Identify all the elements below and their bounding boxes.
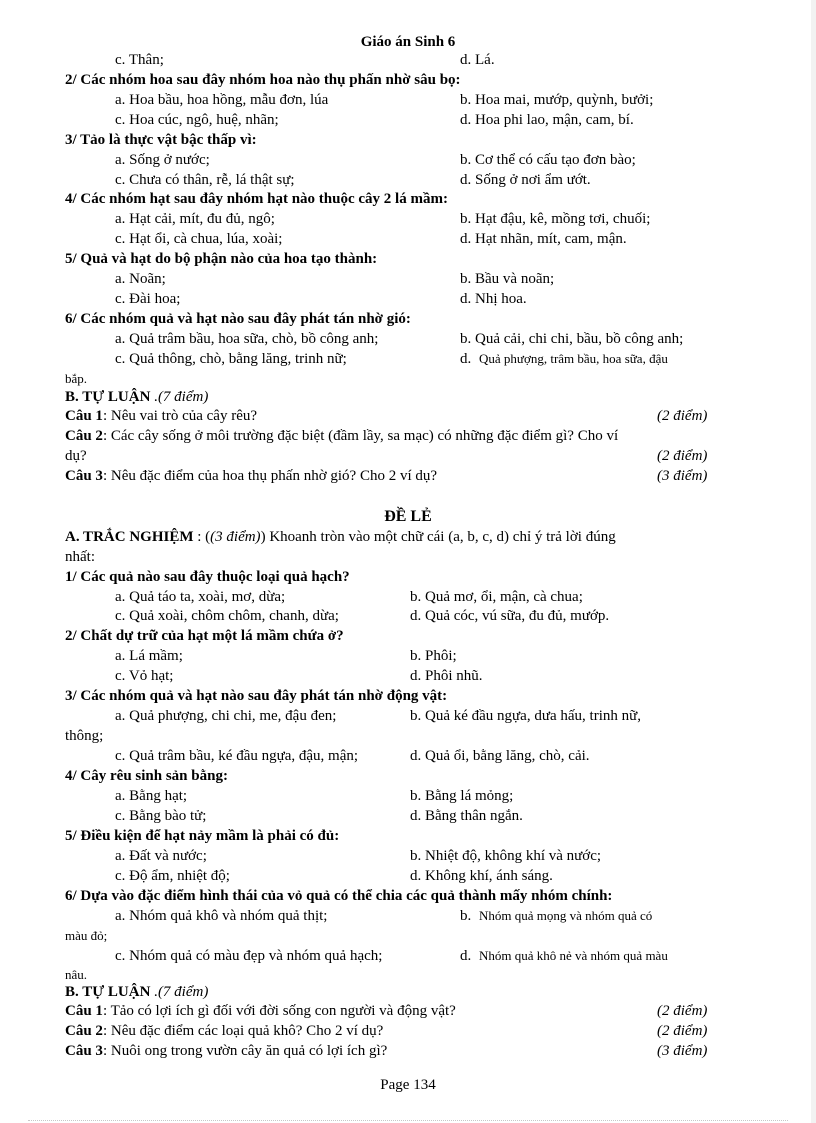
set2-q5-options-ab — [0, 846, 816, 866]
option-b: b. Quả cải, chi chi, bầu, bồ công anh; — [460, 331, 684, 347]
set2-q4-question — [0, 766, 816, 786]
essay-question-continued: dụ? — [65, 448, 87, 464]
set1-essay-c2-wrap — [0, 446, 816, 466]
essay-points: (2 điểm) — [657, 1023, 708, 1039]
page-footer: Page 134 — [380, 1077, 436, 1093]
option-a: a. Noãn; — [115, 271, 166, 287]
option-c: c. Nhóm quả có màu đẹp và nhóm quả hạch; — [115, 948, 383, 964]
page-header: Giáo án Sinh 6 — [360, 34, 456, 50]
set1-q3-options-cd — [0, 170, 816, 190]
option-d: Nhóm quả khô nẻ và nhóm quả màu — [479, 948, 668, 963]
option-a: a. Nhóm quả khô và nhóm quả thịt; — [115, 908, 328, 924]
section-heading: B. TỰ LUẬN — [65, 389, 151, 405]
set2-q3-question — [0, 686, 816, 706]
option-b: b. Quả ké đầu ngựa, dưa hấu, trinh nữ, — [410, 708, 641, 724]
set1-q4-options-cd — [0, 229, 816, 249]
set1-essay-c1 — [0, 406, 816, 426]
option-b: b. Hoa mai, mướp, quỳnh, bưởi; — [460, 92, 654, 108]
set2-q4-options-ab — [0, 786, 816, 806]
question-text: 3/ Tảo là thực vật bậc thấp vì: — [65, 132, 257, 148]
set1-q2-question — [0, 70, 816, 90]
option-a: a. Quả táo ta, xoài, mơ, dừa; — [115, 589, 286, 605]
essay-label: Câu 1 — [65, 1003, 103, 1019]
section-points: (3 điểm) — [210, 529, 261, 545]
option-c: c. Quả trâm bầu, ké đầu ngựa, đậu, mận; — [115, 748, 359, 764]
option-d: d. Hạt nhãn, mít, cam, mận. — [460, 231, 627, 247]
essay-points: (2 điểm) — [657, 1003, 708, 1019]
set2-essay-c3 — [0, 1041, 816, 1061]
option-d-letter: d. — [460, 351, 472, 367]
set2-essay-heading — [0, 982, 816, 1002]
option-a: a. Đất và nước; — [115, 848, 207, 864]
set2-essay-c1 — [0, 1001, 816, 1021]
set1-q4-question — [0, 189, 816, 209]
option-a: a. Quả trâm bầu, hoa sữa, chò, bồ công anh; — [115, 331, 379, 347]
set2-essay-c2 — [0, 1021, 816, 1041]
option-d-continued: bắp. — [65, 371, 88, 386]
exam-set-title: ĐỀ LẺ — [384, 508, 432, 525]
essay-question: : Nuôi ong trong vườn cây ăn quả có lợi ích gì? — [102, 1043, 388, 1059]
question-text: 5/ Điều kiện để hạt nảy mầm là phải có đủ: — [65, 828, 340, 844]
option-b: b. Bằng lá mỏng; — [410, 788, 514, 804]
question-text: 6/ Dựa vào đặc điểm hình thái của vỏ quả có thể chia các quả thành mấy nhóm chính: — [65, 888, 613, 904]
essay-points: (3 điểm) — [657, 468, 708, 484]
section-points: .(7 điểm) — [150, 984, 209, 1000]
option-b: b. Nhiệt độ, không khí và nước; — [410, 848, 602, 864]
option-c: c. Hoa cúc, ngô, huệ, nhãn; — [115, 112, 279, 128]
set1-essay-heading — [0, 387, 816, 407]
set2-q3-options-ab — [0, 706, 816, 726]
set2-q3-wrap — [0, 726, 816, 746]
section-heading: A. TRẮC NGHIỆM — [65, 529, 194, 545]
question-text: 4/ Cây rêu sinh sản bằng: — [65, 768, 228, 784]
option-b: b. Hạt đậu, kê, mồng tơi, chuối; — [460, 211, 651, 227]
essay-question: : Nêu đặc điểm của hoa thụ phấn nhờ gió? Cho 2 ví dụ? — [102, 468, 438, 484]
section-heading: B. TỰ LUẬN — [65, 984, 151, 1000]
option-d: d. Sống ở nơi ẩm ướt. — [460, 172, 591, 188]
set2-q1-options-cd — [0, 606, 816, 626]
set1-essay-c2 — [0, 426, 816, 446]
essay-label: Câu 1 — [65, 408, 103, 424]
set2-q6-options-cd — [0, 946, 816, 966]
set1-q5-options-cd — [0, 289, 816, 309]
option-c: c. Vỏ hạt; — [115, 668, 174, 684]
question-text: 5/ Quả và hạt do bộ phận nào của hoa tạo thành: — [65, 251, 378, 267]
option-d: d. Lá. — [460, 52, 495, 68]
set1-q6-options-ab — [0, 329, 816, 349]
set2-intro — [0, 527, 816, 547]
option-c: c. Chưa có thân, rễ, lá thật sự; — [115, 172, 295, 188]
set2-q6-question — [0, 886, 816, 906]
option-b-continued: màu đỏ; — [65, 928, 108, 943]
set1-q3-options-ab — [0, 150, 816, 170]
option-d: d. Bằng thân ngắn. — [410, 808, 523, 824]
option-c: c. Độ ẩm, nhiệt độ; — [115, 868, 230, 884]
set2-q2-options-cd — [0, 666, 816, 686]
set2-q5-question — [0, 826, 816, 846]
option-d: d. Quả cóc, vú sữa, đu đủ, mướp. — [410, 608, 610, 624]
option-a: a. Hoa bầu, hoa hồng, mẫu đơn, lúa — [115, 92, 329, 108]
set2-q5-options-cd — [0, 866, 816, 886]
option-d-continued: nâu. — [65, 967, 88, 982]
option-d: d. Quả ổi, bằng lăng, chò, cải. — [410, 748, 590, 764]
option-b-continued: thông; — [65, 728, 104, 744]
essay-question: : Nêu đặc điểm các loại quả khô? Cho 2 ví dụ? — [102, 1023, 384, 1039]
set2-q6-options-ab — [0, 906, 816, 926]
option-a: a. Bằng hạt; — [115, 788, 188, 804]
option-c: c. Quả xoài, chôm chôm, chanh, dừa; — [115, 608, 339, 624]
essay-question: : Tảo có lợi ích gì đối với đời sống con người và động vật? — [102, 1003, 456, 1019]
option-c: c. Bằng bào tử; — [115, 808, 207, 824]
page-right-edge — [811, 0, 816, 1123]
essay-points: (2 điểm) — [657, 408, 708, 424]
set1-q2-options-cd — [0, 110, 816, 130]
set1-q4-options-ab — [0, 209, 816, 229]
option-c: c. Hạt ổi, cà chua, lúa, xoài; — [115, 231, 283, 247]
question-text: 4/ Các nhóm hạt sau đây nhóm hạt nào thuộc cây 2 lá mầm: — [65, 191, 448, 207]
intro-prefix: : ( — [193, 529, 211, 545]
intro-instruction-continued: nhất: — [65, 549, 95, 565]
section-points: .(7 điểm) — [150, 389, 209, 405]
set1-q5-question — [0, 249, 816, 269]
set2-q2-question — [0, 626, 816, 646]
essay-points: (2 điểm) — [657, 448, 708, 464]
option-d: d. Phôi nhũ. — [410, 668, 483, 684]
set1-q6-wrap — [0, 369, 816, 389]
set1-q6-options-cd — [0, 349, 816, 369]
option-b: b. Quả mơ, ổi, mận, cà chua; — [410, 589, 583, 605]
essay-label: Câu 2 — [65, 428, 103, 444]
intro-instruction: Khoanh tròn vào một chữ cái (a, b, c, d) chỉ ý trả lời đúng — [265, 529, 616, 545]
option-d: d. Nhị hoa. — [460, 291, 527, 307]
option-b: b. Phôi; — [410, 648, 457, 664]
option-b: b. Bầu và noãn; — [460, 271, 555, 287]
option-a: a. Sống ở nước; — [115, 152, 210, 168]
set2-q4-options-cd — [0, 806, 816, 826]
page-edge-divider — [28, 1120, 788, 1121]
question-text: 2/ Các nhóm hoa sau đây nhóm hoa nào thụ phấn nhờ sâu bọ: — [65, 72, 461, 88]
set2-q3-options-cd — [0, 746, 816, 766]
option-a: a. Lá mầm; — [115, 648, 183, 664]
essay-label: Câu 3 — [65, 468, 103, 484]
set1-q2-options-ab — [0, 90, 816, 110]
set2-q6-b-wrap — [0, 926, 816, 946]
question-text: 3/ Các nhóm quả và hạt nào sau đây phát tán nhờ động vật: — [65, 688, 448, 704]
option-d: Quả phượng, trâm bầu, hoa sữa, đậu — [479, 351, 668, 366]
option-c: c. Đài hoa; — [115, 291, 181, 307]
set2-intro-wrap — [0, 547, 816, 567]
option-d: d. Hoa phi lao, mận, cam, bí. — [460, 112, 634, 128]
option-b: Nhóm quả mọng và nhóm quả có — [479, 908, 653, 923]
question-text: 6/ Các nhóm quả và hạt nào sau đây phát tán nhờ gió: — [65, 311, 411, 327]
option-d-letter: d. — [460, 948, 472, 964]
set2-q2-options-ab — [0, 646, 816, 666]
option-c: c. Quả thông, chò, bằng lăng, trinh nữ; — [115, 351, 347, 367]
set1-essay-c3 — [0, 466, 816, 486]
option-b: b. Cơ thể có cấu tạo đơn bào; — [460, 152, 636, 168]
option-b-letter: b. — [460, 908, 472, 924]
essay-points: (3 điểm) — [657, 1043, 708, 1059]
set2-q1-options-ab — [0, 587, 816, 607]
essay-question: : Nêu vai trò của cây rêu? — [102, 408, 258, 424]
question-text: 2/ Chất dự trữ của hạt một lá mầm chứa ở? — [65, 628, 344, 644]
option-c: c. Thân; — [115, 52, 164, 68]
option-a: a. Hạt cải, mít, đu đủ, ngô; — [115, 211, 275, 227]
intro-suffix: ) — [260, 529, 266, 545]
set1-q5-options-ab — [0, 269, 816, 289]
set1-q6-question — [0, 309, 816, 329]
option-d: d. Không khí, ánh sáng. — [410, 868, 553, 884]
question-text: 1/ Các quả nào sau đây thuộc loại quả hạch? — [65, 569, 350, 585]
set2-q1-question — [0, 567, 816, 587]
essay-question: : Các cây sống ở môi trường đặc biệt (đầm lầy, sa mạc) có những đặc điểm gì? Cho ví — [102, 428, 619, 444]
essay-label: Câu 3 — [65, 1043, 103, 1059]
set1-q1-options-cd — [0, 50, 816, 70]
set1-q3-question — [0, 130, 816, 150]
option-a: a. Quả phượng, chi chi, me, đậu đen; — [115, 708, 337, 724]
essay-label: Câu 2 — [65, 1023, 103, 1039]
